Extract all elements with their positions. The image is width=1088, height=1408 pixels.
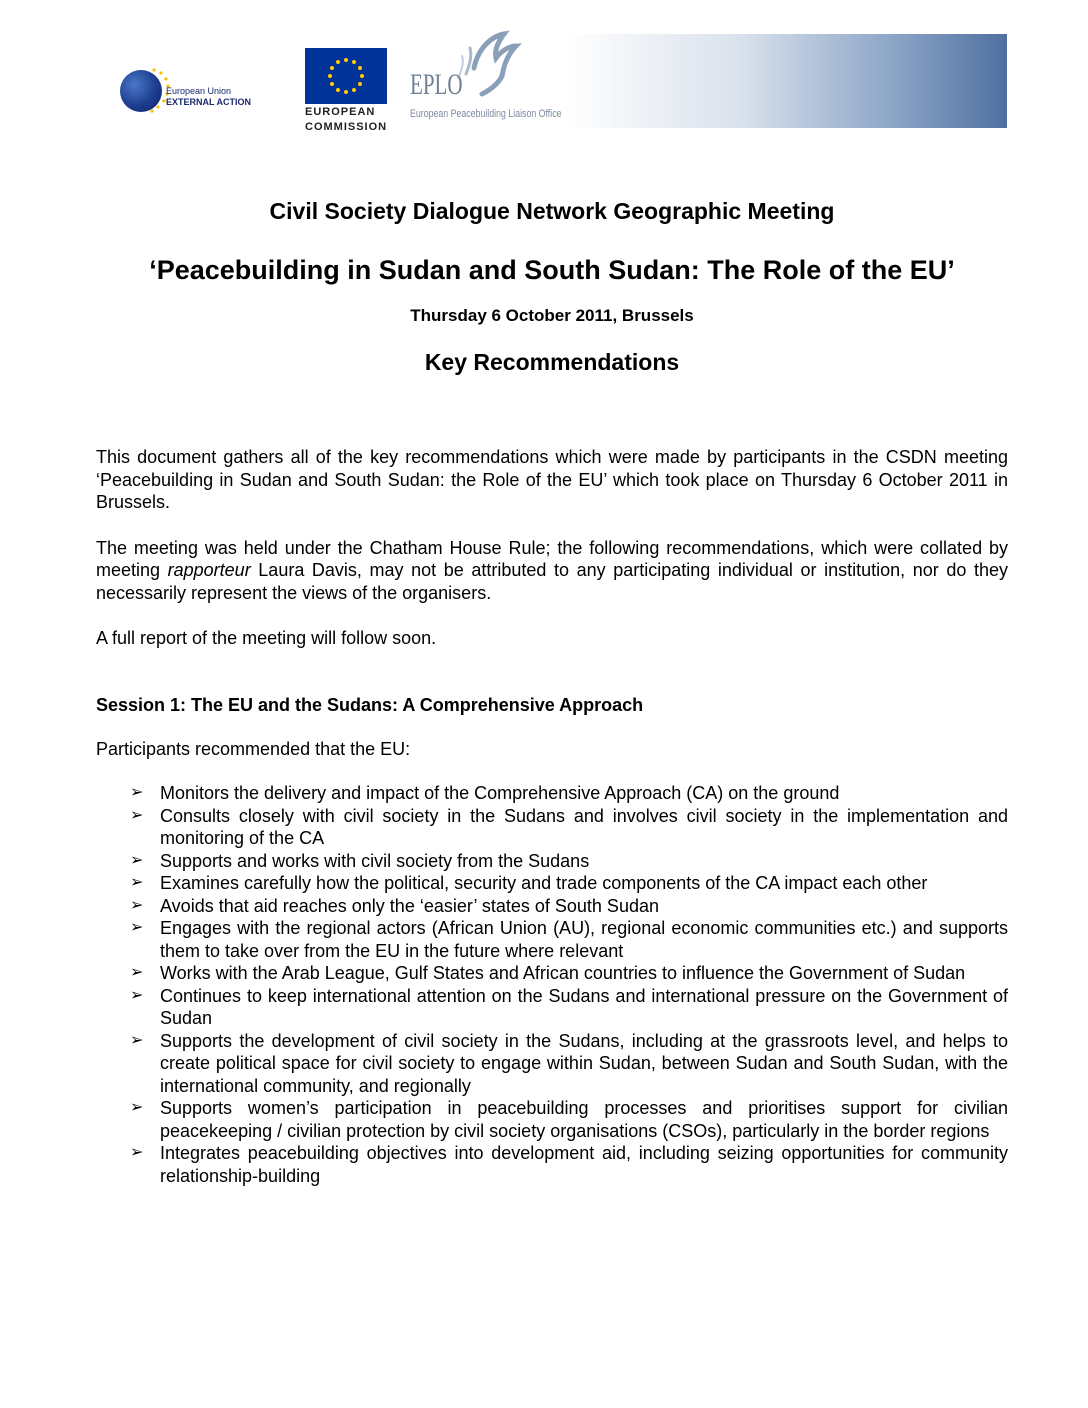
arrow-bullet-icon: ➢ <box>130 874 144 891</box>
key-recommendations-heading: Key Recommendations <box>424 349 680 375</box>
list-item-text: Engages with the regional actors (African Union (AU), regional economic communities etc.) and supports them to take over from the EU in the future where relevant <box>160 918 1008 961</box>
session-1-intro: Participants recommended that the EU: <box>96 738 411 759</box>
header-gradient-band <box>565 34 1007 128</box>
list-item <box>96 872 1008 895</box>
arrow-bullet-icon: ➢ <box>130 1031 144 1049</box>
eu-flag-icon <box>305 48 387 104</box>
list-item-text: Consults closely with civil society in the Sudans and involves civil society in the implementation and monitoring of the CA <box>160 805 1008 848</box>
list-item <box>96 917 1008 962</box>
eeas-logo-text <box>166 86 251 108</box>
intro-paragraph-1: This document gathers all of the key recommendations which were made by participants in the CSDN meeting ‘Peacebuilding in Sudan and South Sudan: the Role of the EU’ which took place on Thursday 6 October 2011 in Brussels. <box>96 447 1008 512</box>
intro-paragraph-3: A full report of the meeting will follow soon. <box>96 628 437 648</box>
intro-p2-before: The meeting was held under the Chatham House Rule; the following recommendations, which were collated by meeting <box>96 537 1008 580</box>
list-item <box>96 985 1008 1030</box>
list-item <box>96 895 1008 918</box>
arrow-bullet-icon: ➢ <box>130 851 144 869</box>
meeting-date: Thursday 6 October 2011, Brussels <box>410 306 694 325</box>
list-item-text: Supports the development of civil society in the Sudans, including at the grassroots level, and helps to create political space for civil society to engage within Sudan, between Sudan and South Sudan, with the international community, and regionally <box>160 1030 1008 1096</box>
list-item <box>96 1142 1008 1187</box>
list-item <box>96 962 1008 985</box>
ec-line-2: COMMISSION <box>305 121 388 133</box>
list-item <box>96 1097 1008 1142</box>
session-1-heading: Session 1: The EU and the Sudans: A Comprehensive Approach <box>96 694 644 715</box>
document-title: ‘Peacebuilding in Sudan and South Sudan: The Role of the EU’ <box>149 255 955 285</box>
intro-paragraph-2 <box>96 537 1008 605</box>
list-item-text: Continues to keep international attention on the Sudans and international pressure on the Government of Sudan <box>160 985 1008 1028</box>
list-item <box>96 850 1008 873</box>
list-item-text: Monitors the delivery and impact of the Comprehensive Approach (CA) on the ground <box>160 783 840 803</box>
eplo-logo-title: EPLO <box>410 68 463 101</box>
eplo-logo-subtitle: European Peacebuilding Liaison Office <box>410 108 562 120</box>
list-item-text: Supports women’s participation in peacebuilding processes and prioritises support for civilian peacekeeping / civilian protection by civil society organisations (CSOs), particularly in the border regions <box>160 1098 1008 1141</box>
list-item-text: Integrates peacebuilding objectives into development aid, including seizing opportunities for community relationship-building <box>160 1143 1008 1186</box>
intro-p2-after: Laura Davis, may not be attributed to any participating individual or institution, nor do they necessarily represent the views of the organisers. <box>96 560 1008 603</box>
list-item-text: Works with the Arab League, Gulf States and African countries to influence the Government of Sudan <box>160 963 966 983</box>
list-item <box>96 782 1008 805</box>
header-logos <box>0 0 1088 140</box>
arrow-bullet-icon: ➢ <box>130 896 144 914</box>
arrow-bullet-icon: ➢ <box>130 964 144 981</box>
arrow-bullet-icon: ➢ <box>130 1144 144 1161</box>
list-item <box>96 805 1008 850</box>
list-item-text: Avoids that aid reaches only the ‘easier’ states of South Sudan <box>160 895 659 916</box>
arrow-bullet-icon: ➢ <box>130 1099 144 1116</box>
arrow-bullet-icon: ➢ <box>130 986 144 1004</box>
eeas-line-2: EXTERNAL ACTION <box>166 97 252 107</box>
recommendations-list <box>96 782 1008 1187</box>
ec-logo-text <box>305 105 387 135</box>
list-item-text: Supports and works with civil society from the Sudans <box>160 850 590 871</box>
arrow-bullet-icon: ➢ <box>130 919 144 936</box>
intro-p2-rapporteur: rapporteur <box>167 560 251 580</box>
document-body <box>96 196 1008 1187</box>
arrow-bullet-icon: ➢ <box>130 784 144 801</box>
arrow-bullet-icon: ➢ <box>130 806 144 824</box>
meeting-heading: Civil Society Dialogue Network Geographic Meeting <box>269 198 835 224</box>
list-item-text: Examines carefully how the political, security and trade components of the CA impact each other <box>160 873 928 893</box>
ec-line-1: EUROPEAN <box>305 106 376 118</box>
list-item <box>96 1030 1008 1098</box>
eeas-line-1: European Union <box>166 86 232 96</box>
